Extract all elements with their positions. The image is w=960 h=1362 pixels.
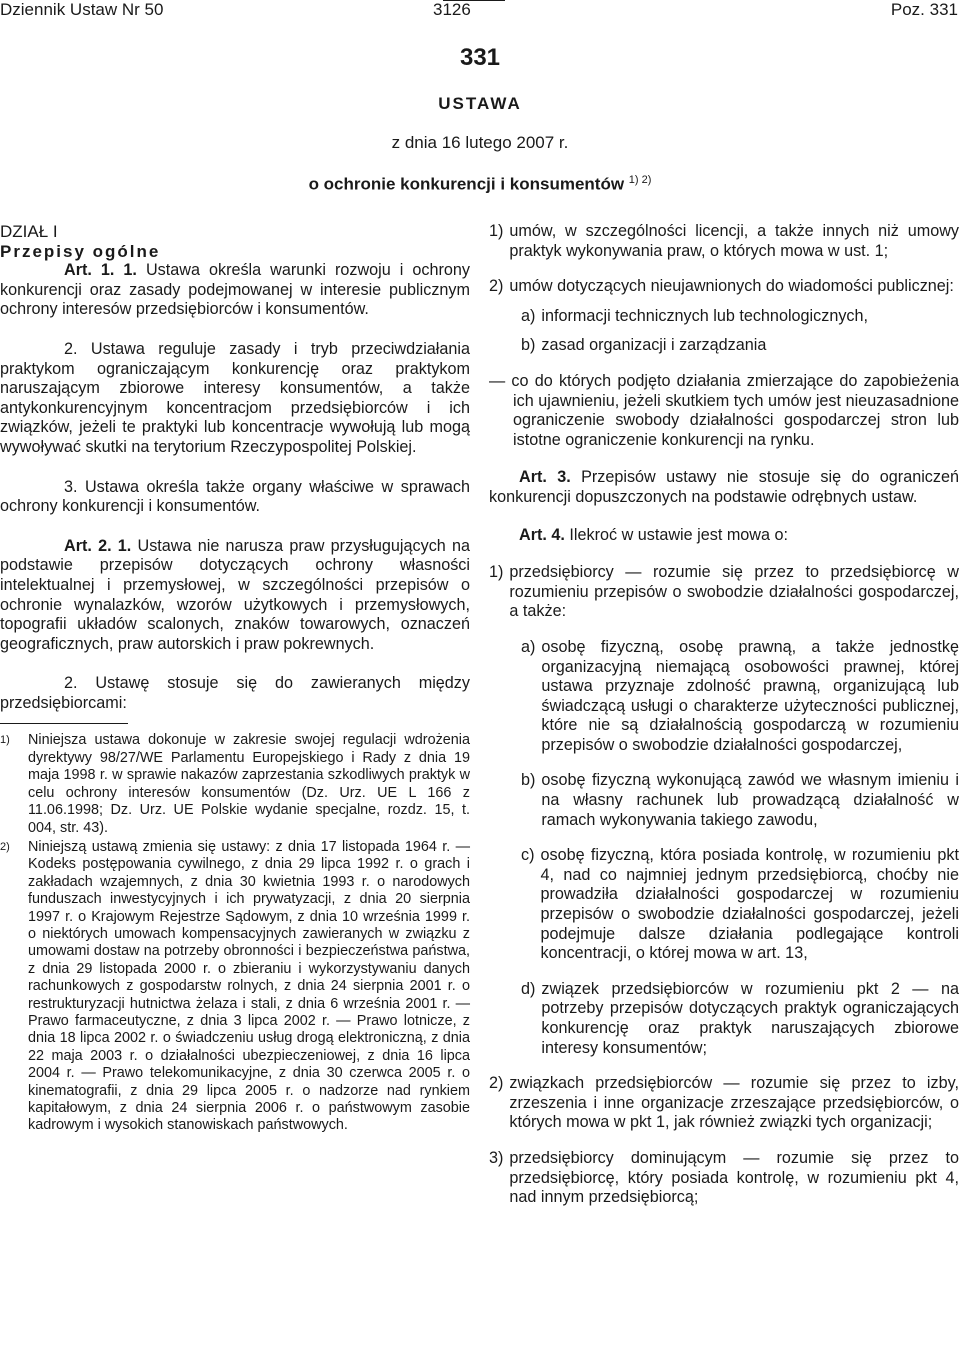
division-title: Przepisy ogólne <box>0 241 161 261</box>
item-text: zasad organizacji i zarządzania <box>541 336 767 355</box>
art4-label: Art. 4. <box>519 525 565 544</box>
art1-para2: 2. Ustawa reguluje zasady i tryb przeciwdziałania praktykom ograniczającym konkurencję oraz praktykom naruszającym zbiorowe interesy konsumentów, a także antykonkurencyjnym koncentracjom przedsiębiorców i ich związków, jeżeli te praktyki lub koncentracje wywołują lub mogą wywoływać skutki na terytorium Rzeczypospolitej Polskiej. <box>0 339 470 456</box>
art4-definition-1c <box>521 846 959 964</box>
page-number: 3126 <box>433 0 471 19</box>
journal-name: Dziennik Ustaw Nr 50 <box>0 0 164 19</box>
act-title-footnote-refs: 1) 2) <box>628 174 652 186</box>
art2-para2: 2. Ustawę stosuje się do zawieranych między przedsiębiorcami: <box>0 674 470 712</box>
art2-para1-text: Ustawa nie narusza praw przysługujących na podstawie przepisów dotyczących ochrony własności intelektualnej i przemysłowej, w szczególności przepisów o ochronie wynalazków, wzorów użytkowych i przemysłowych, topografii układów scalonych, znaków towarowych, oznaczeń geograficznych, praw autorskich i praw pokrewnych. <box>0 536 471 653</box>
art4-definition-1a <box>521 638 959 756</box>
item-label: b) <box>521 336 536 355</box>
act-title <box>0 174 960 195</box>
act-title-text: o ochronie konkurencji i konsumentów <box>308 174 625 194</box>
art1-para1 <box>0 261 470 320</box>
item-label: 2) <box>489 1074 504 1093</box>
item-text: związek przedsiębiorców w rozumieniu pkt 2 — na potrzeby przepisów dotyczących praktyk ograniczających konkurencję oraz praktyk naruszających zbiorowe interesy konsumentów; <box>541 979 959 1057</box>
position-number: Poz. 331 <box>890 0 958 19</box>
item-label: 2) <box>489 277 504 296</box>
art2-item-2 <box>489 277 959 297</box>
item-label: a) <box>521 306 536 325</box>
art2-label: Art. 2. 1. <box>64 536 132 555</box>
right-column <box>489 222 959 1224</box>
act-type: USTAWA <box>438 94 522 113</box>
item-text: przedsiębiorcy dominującym — rozumie się przez to przedsiębiorcę, który posiada kontrolę, w rozumieniu pkt 4, nad innym przedsiębiorcą; <box>509 1148 959 1207</box>
item-text: osobę fizyczną wykonującą zawód we własnym imieniu i na własny rachunek lub prowadzącą działalność w ramach wykonywania takiego zawodu, <box>541 771 959 829</box>
art4-text: Ilekroć w ustawie jest mowa o: <box>564 525 788 544</box>
item-label: 3) <box>489 1148 504 1167</box>
footnote-1 <box>0 732 470 836</box>
footnote-1-text: Niniejsza ustawa dokonuje w zakresie swojej regulacji wdrożenia dyrektywy 98/27/WE Parlamentu Europejskiego i Rady z dnia 19 maja 1998 r. w sprawie nakazów zaprzestania szkodliwych praktyk w celu ochrony interesów konsumentów (Dz. Urz. UE L 166 z 11.06.1998; Dz. Urz. UE Polskie wydanie specjalne, rozdz. 15, t. 004, str. 43). <box>28 732 470 836</box>
item-label: a) <box>521 637 536 656</box>
item-label: b) <box>521 771 536 790</box>
item-text: informacji technicznych lub technologicznych, <box>541 306 869 325</box>
art4-definition-1b <box>521 771 959 830</box>
art2-para1 <box>0 537 470 655</box>
item-text: związkach przedsiębiorców — rozumie się przez to izby, zrzeszenia i inne organizacje zrzeszające przedsiębiorców, o których mowa w pkt 1, jak również związki tych organizacji; <box>509 1074 959 1132</box>
act-number: 331 <box>459 44 501 71</box>
item-label: d) <box>521 979 536 998</box>
footnote-1-mark: 1) <box>0 734 10 747</box>
art4 <box>489 526 959 546</box>
art4-definition-2 <box>489 1074 959 1133</box>
item-label: c) <box>521 846 535 865</box>
left-column <box>0 222 470 1137</box>
art4-definition-1d <box>521 980 959 1058</box>
art2-item-2a <box>521 307 959 327</box>
item-text: umów dotyczących nieujawnionych do wiadomości publicznej: <box>509 277 954 296</box>
art3-text: Przepisów ustawy nie stosuje się do ograniczeń konkurencji dopuszczonych na podstawie odrębnych ustaw. <box>489 468 959 506</box>
item-text: umów, w szczególności licencji, a także innych niż umowy praktyk wykonywania praw, o których mowa w ust. 1; <box>509 222 959 260</box>
footnote-2-text: Niniejszą ustawą zmienia się ustawy: z dnia 17 listopada 1964 r. — Kodeks postępowania cywilnego, z dnia 29 lipca 1992 r. o grach i zakładach wzajemnych, z dnia 30 kwietnia 1993 r. o narodowych funduszach inwestycyjnych i ich prywatyzacji, z dnia 20 sierpnia 1997 r. o Krajowym Rejestrze Sądowym, z dnia 10 września 1999 r. o niektórych umowach kompensacyjnych zawieranych w związku z umowami dostaw na potrzeby obronności i bezpieczeństwa państwa, z dnia 29 listopada 2000 r. o zbieraniu i wykorzystywaniu danych rachunkowych z gospodarstw rolnych, z dnia 24 sierpnia 2001 r. o restrukturyzacji hutnictwa żelaza i stali, z dnia 6 września 2001 r. — Prawo farmaceutyczne, z dnia 3 lipca 2002 r. — Prawo lotnicze, z dnia 18 lipca 2002 r. o świadczeniu usług drogą elektroniczną, z dnia 22 maja 2003 r. o działalności ubezpieczeniowej, z dnia 16 lipca 2004 r. — Prawo telekomunikacyjne, z dnia 30 czerwca 2005 r. o kinematografii, z dnia 29 lipca 2005 r. o nadzorze nad rynkiem kapitałowym, z dnia 24 sierpnia 2006 r. o państwowym zasobie kadrowym i wysokich stanowiskach państwowych. <box>28 838 470 1134</box>
art2-item-2b <box>521 336 959 356</box>
item-label: 1) <box>489 563 504 582</box>
footnote-2 <box>0 839 470 1135</box>
art3 <box>489 468 959 507</box>
art2-item-1 <box>489 222 959 261</box>
art3-label: Art. 3. <box>519 468 571 487</box>
art1-label: Art. 1. 1. <box>64 261 137 280</box>
art4-definition-3 <box>489 1149 959 1208</box>
art4-definition-1 <box>489 563 959 622</box>
art2-closing-clause: — co do których podjęto działania zmierzające do zapobieżenia ich ujawnieniu, jeżeli skutkiem tych umów jest nieuzasadnione ograniczenie swobody działalności gospodarczej stron lub istotne ograniczenie konkurencji na rynku. <box>489 371 959 449</box>
act-date: z dnia 16 lutego 2007 r. <box>391 133 569 152</box>
item-text: osobę fizyczną, osobę prawną, a także jednostkę organizacyjną niemającą osobowości prawnej, której ustawa przyznaje zdolność prawną, organizującą lub świadczącą usługi o charakterze użyteczności publicznej, które nie są działalnością gospodarczą w rozumieniu przepisów o swobodzie działalności gospodarczej, <box>541 637 959 754</box>
art1-para3: 3. Ustawa określa także organy właściwe w sprawach ochrony konkurencji i konsumentów. <box>0 477 470 516</box>
item-text: osobę fizyczną, która posiada kontrolę, w rozumieniu pkt 4, nad co najmniej jednym przedsiębiorcą, choćby nie prowadziła działalności gospodarczej w rozumieniu przepisów o swobodzie działalności gospodarczej, jeżeli podejmuje dalsze działania podlegające kontroli koncentracji, o której mowa w art. 13, <box>540 846 959 963</box>
page-header <box>0 0 960 26</box>
footnote-separator <box>0 723 128 724</box>
item-label: 1) <box>489 222 504 240</box>
dash-right <box>443 0 505 1</box>
art1-para1-text: Ustawa określa warunki rozwoju i ochrony konkurencji oraz zasady podejmowanej w interesie publicznym ochrony interesów przedsiębiorców i konsumentów. <box>0 261 471 319</box>
division-label: DZIAŁ I <box>0 222 58 241</box>
footnote-2-mark: 2) <box>0 840 10 853</box>
item-text: przedsiębiorcy — rozumie się przez to przedsiębiorcę w rozumieniu przepisów o swobodzie działalności gospodarczej, a także: <box>509 563 959 621</box>
